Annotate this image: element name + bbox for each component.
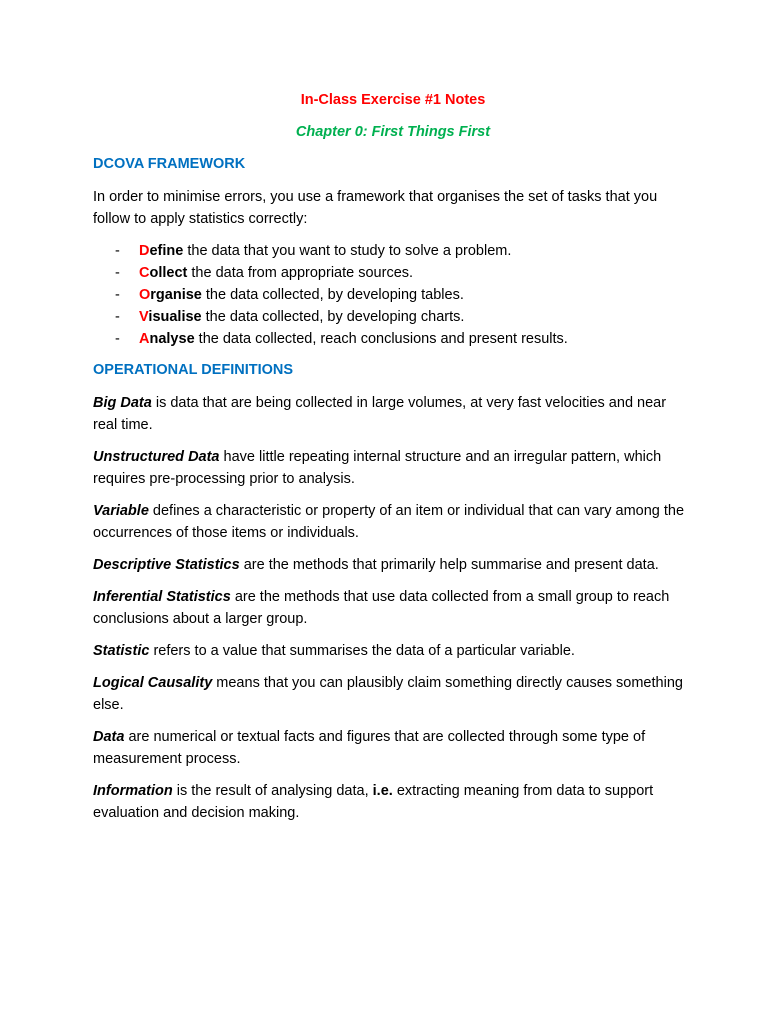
dcova-item-analyse <box>115 328 693 350</box>
bullet-dash: - <box>115 287 120 303</box>
dcova-letter: D <box>139 243 150 259</box>
dcova-text: the data that you want to study to solve a problem. <box>183 243 512 259</box>
definition-variable <box>93 500 693 544</box>
definition-descriptive-statistics <box>93 554 693 576</box>
ie-abbreviation: i.e. <box>372 783 393 799</box>
document-title: In-Class Exercise #1 Notes <box>300 92 486 108</box>
dcova-letter: O <box>139 287 151 303</box>
operational-heading: OPERATIONAL DEFINITIONS <box>93 362 294 378</box>
dcova-item-collect <box>115 262 693 284</box>
definition-inferential-statistics <box>93 586 693 630</box>
definition-term: Inferential Statistics <box>93 589 231 605</box>
definition-text: are the methods that primarily help summarise and present data. <box>239 557 659 573</box>
definition-text: have little repeating internal structure and an irregular pattern, which requires pre-processing prior to analysis. <box>93 449 662 487</box>
dcova-list <box>93 240 693 350</box>
definition-text: refers to a value that summarises the data of a particular variable. <box>149 643 575 659</box>
dcova-text: the data from appropriate sources. <box>187 265 414 281</box>
definition-information <box>93 780 693 824</box>
dcova-word: ollect <box>149 265 188 281</box>
dcova-word: rganise <box>150 287 202 303</box>
definition-text: means that you can plausibly claim something directly causes something else. <box>93 675 683 713</box>
dcova-item-visualise <box>115 306 693 328</box>
dcova-item-organise <box>115 284 693 306</box>
bullet-dash: - <box>115 265 120 281</box>
dcova-letter: A <box>139 331 150 347</box>
dcova-text: the data collected, by developing charts. <box>201 309 465 325</box>
definition-text: is the result of analysing data, <box>172 783 373 799</box>
definition-data <box>93 726 693 770</box>
dcova-letter: C <box>139 265 150 281</box>
bullet-dash: - <box>115 309 120 325</box>
definition-term: Logical Causality <box>93 675 213 691</box>
definition-term: Data <box>93 729 125 745</box>
dcova-heading: DCOVA FRAMEWORK <box>93 156 246 172</box>
dcova-text: the data collected, by developing tables. <box>201 287 464 303</box>
bullet-dash: - <box>115 243 120 259</box>
definition-text: defines a characteristic or property of an item or individual that can vary among the occurrences of those items or individuals. <box>93 503 685 541</box>
dcova-letter: V <box>139 309 149 325</box>
definition-term: Big Data <box>93 395 152 411</box>
definition-unstructured-data <box>93 446 693 490</box>
definition-term: Unstructured Data <box>93 449 220 465</box>
dcova-text: the data collected, reach conclusions and present results. <box>194 331 568 347</box>
definition-term: Descriptive Statistics <box>93 557 240 573</box>
definition-text: extracting meaning from data to support evaluation and decision making. <box>93 783 654 821</box>
dcova-item-define <box>115 240 693 262</box>
chapter-subtitle: Chapter 0: First Things First <box>295 124 491 140</box>
dcova-intro: In order to minimise errors, you use a framework that organises the set of tasks that you follow to apply statistics correctly: <box>93 189 658 227</box>
definition-term: Statistic <box>93 643 150 659</box>
dcova-word: isualise <box>148 309 202 325</box>
bullet-dash: - <box>115 331 120 347</box>
document-page <box>93 90 693 834</box>
definition-text: is data that are being collected in large volumes, at very fast velocities and near real time. <box>93 395 667 433</box>
definition-logical-causality <box>93 672 693 716</box>
dcova-word: nalyse <box>149 331 195 347</box>
definition-term: Variable <box>93 503 149 519</box>
definition-term: Information <box>93 783 173 799</box>
definition-statistic <box>93 640 693 662</box>
dcova-word: efine <box>149 243 184 259</box>
definition-big-data <box>93 392 693 436</box>
definition-text: are numerical or textual facts and figures that are collected through some type of measurement process. <box>93 729 646 767</box>
definition-text: are the methods that use data collected from a small group to reach conclusions about a larger group. <box>93 589 670 627</box>
